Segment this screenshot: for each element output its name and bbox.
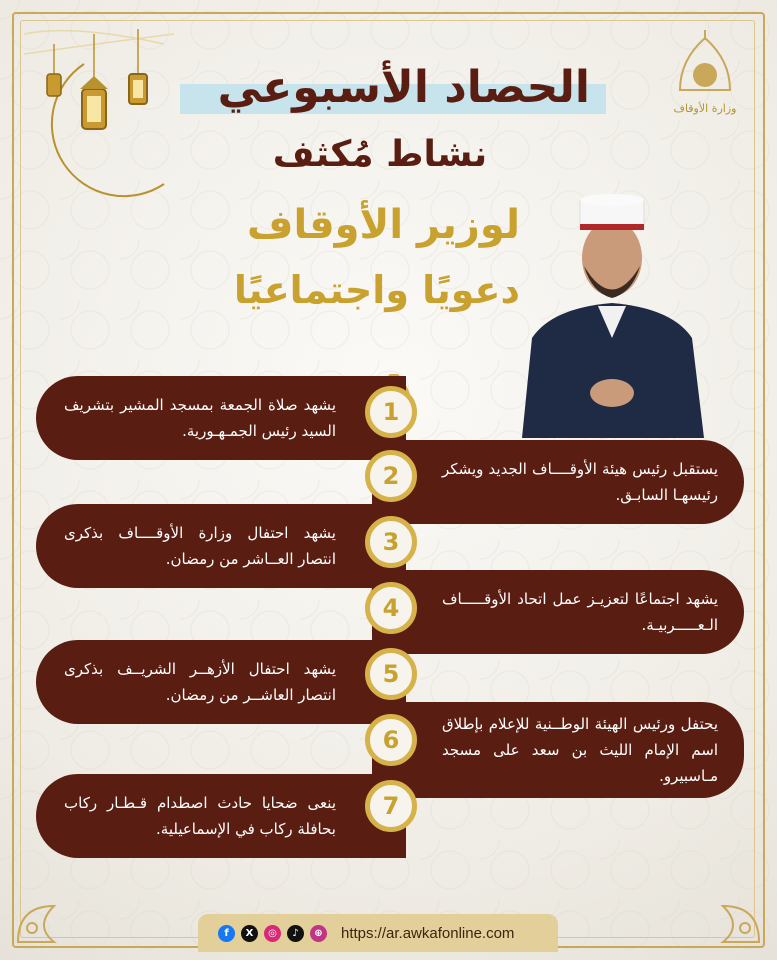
x-icon[interactable]: X: [241, 925, 258, 942]
ministry-logo-icon: [660, 30, 750, 130]
facebook-icon[interactable]: f: [218, 925, 235, 942]
item-number-badge: 1: [365, 386, 417, 438]
item-text: يستقبل رئيس هيئة الأوقــــاف الجديد ويشكر رئيسهـا السابـق.: [442, 460, 718, 504]
item-number-badge: 7: [365, 780, 417, 832]
item-number-badge: 6: [365, 714, 417, 766]
item-number-badge: 4: [365, 582, 417, 634]
list-item: [372, 702, 744, 798]
item-number-badge: 5: [365, 648, 417, 700]
minister-portrait: [512, 188, 712, 438]
instagram-icon[interactable]: ◎: [264, 925, 281, 942]
crescent-lantern-icon: [14, 14, 184, 204]
list-item: [36, 376, 406, 460]
subtitle-minister: لوزير الأوقاف: [247, 202, 520, 248]
page-title: الحصاد الأسبوعي: [217, 62, 590, 113]
website-link[interactable]: https://ar.awkafonline.com: [341, 924, 515, 942]
corner-ornament-icon: [683, 866, 763, 946]
item-number-badge: 3: [365, 516, 417, 568]
list-item: [372, 570, 744, 654]
website-icon[interactable]: ⊕: [310, 925, 327, 942]
subtitle-activity: نشاط مُكثف: [272, 134, 488, 175]
item-text: يشهد اجتماعًا لتعزيـز عمل اتحاد الأوقـــــاف الـعـــــربيـة.: [442, 590, 718, 634]
list-item: [36, 504, 406, 588]
logo-text: وزارة الأوقاف: [673, 102, 737, 115]
list-item: [36, 640, 406, 724]
item-text: يحتفل ورئيس الهيئة الوطــنية للإعلام بإطلاق اسم الإمام الليث بن سعد على مسجد مـاسبيرو.: [442, 715, 718, 785]
item-text: ينعى ضحايا حادث اصطدام قـطـار ركاب بحافلة ركاب في الإسماعيلية.: [64, 794, 336, 838]
list-item: [372, 440, 744, 524]
subtitle-scope: دعويًا واجتماعيًا: [233, 268, 520, 312]
corner-ornament-icon: [14, 866, 94, 946]
footer-bar: [198, 914, 558, 952]
item-number-badge: 2: [365, 450, 417, 502]
item-text: يشهد احتفال الأزهــر الشريــف بذكرى انتصار العاشــر من رمضان.: [64, 660, 336, 704]
list-item: [36, 774, 406, 858]
item-text: يشهد صلاة الجمعة بمسجد المشير بتشريف السيد رئيس الجمـهـورية.: [64, 396, 336, 440]
tiktok-icon[interactable]: ♪: [287, 925, 304, 942]
item-text: يشهد احتفال وزارة الأوقــــاف بذكرى انتصار العــاشر من رمضان.: [64, 524, 336, 568]
